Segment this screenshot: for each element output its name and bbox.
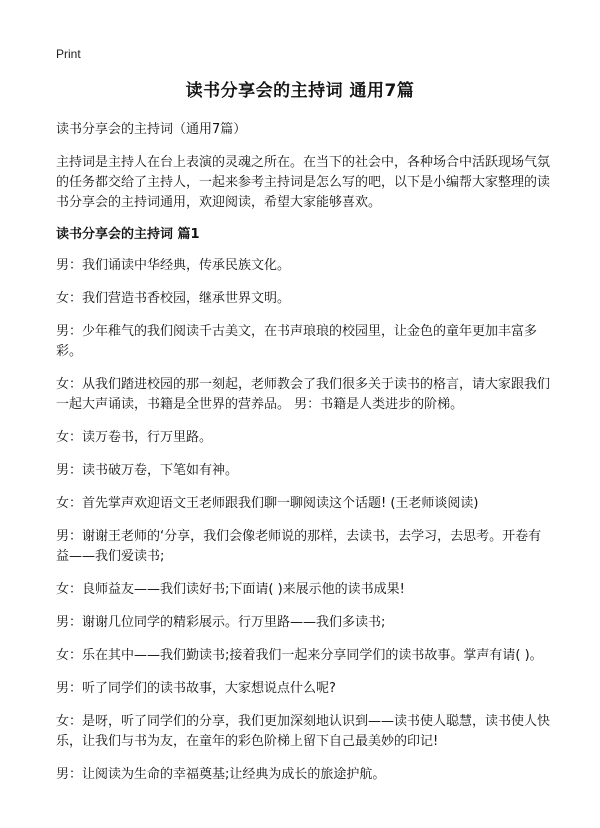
intro-paragraph: 主持词是主持人在台上表演的灵魂之所在。在当下的社会中，各种场合中活跃现场气氛的任务都交给了主持人，一起来参考主持词是怎么写的吧，以下是小编帮大家整理的读书分享会的主持词通用，欢迎阅读，希望大家能够喜欢。 <box>56 155 551 210</box>
dialogue-line: 女：良师益友——我们读好书;下面请( )来展示他的读书成果! <box>56 582 405 597</box>
document-subtitle: 读书分享会的主持词（通用7篇） <box>56 122 247 137</box>
dialogue-line: 男：我们诵读中华经典，传承民族文化。 <box>56 258 291 273</box>
dialogue-line: 女：首先掌声欢迎语文王老师跟我们聊一聊阅读这个话题! (王老师谈阅读) <box>56 496 479 511</box>
section-heading: 读书分享会的主持词 篇1 <box>56 227 200 242</box>
dialogue-line: 女：从我们踏进校园的那一刻起，老师教会了我们很多关于读书的格言，请大家跟我们一起大声诵读，书籍是全世界的营养品。 男：书籍是人类进步的阶梯。 <box>56 377 551 412</box>
dialogue-line: 男：读书破万卷，下笔如有神。 <box>56 463 239 478</box>
dialogue-line: 女：乐在其中——我们勤读书;接着我们一起来分享同学们的读书故事。掌声有请( )。 <box>56 648 543 663</box>
dialogue-line: 男：谢谢王老师的‘分享，我们会像老师说的那样，去读书，去学习，去思考。开卷有益——我们爱读书; <box>56 529 542 564</box>
dialogue-line: 女：读万卷书，行万里路。 <box>56 430 213 445</box>
dialogue-line: 男：让阅读为生命的幸福奠基;让经典为成长的旅途护航。 <box>56 767 386 782</box>
dialogue-line: 男：谢谢几位同学的精彩展示。行万里路——我们多读书; <box>56 615 386 630</box>
document-title: 读书分享会的主持词 通用7篇 <box>185 81 415 101</box>
document-body <box>56 120 554 798</box>
dialogue-line: 女：是呀，听了同学们的分享，我们更加深刻地认识到——读书使人聪慧，读书使人快乐，让我们与书为友，在童年的彩色阶梯上留下自己最美妙的印记! <box>56 714 551 749</box>
dialogue-line: 女：我们营造书香校园，继承世界文明。 <box>56 291 291 306</box>
print-link[interactable]: Print <box>56 47 81 61</box>
dialogue-line: 男：少年稚气的我们阅读千古美文，在书声琅琅的校园里，让金色的童年更加丰富多彩。 <box>56 324 538 359</box>
dialogue-line: 男：听了同学们的读书故事，大家想说点什么呢? <box>56 681 336 696</box>
